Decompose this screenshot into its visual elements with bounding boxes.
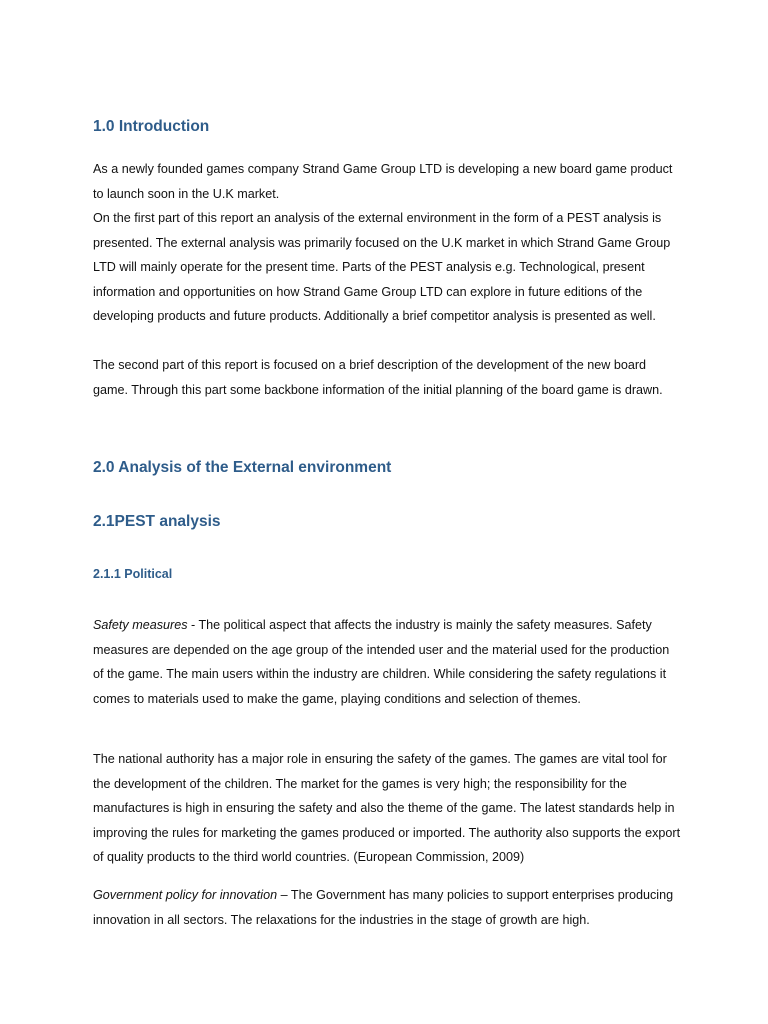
- national-authority-paragraph: The national authority has a major role in ensuring the safety of the games. The games are vital tool for the development of the children. The market for the games is very high; the responsibility for the manufactures is high in ensuring the safety and also the theme of the game. The latest standards help in improving the rules for marketing the games produced or imported. The authority also supports the export of quality products to the third world countries. (European Commission, 2009): [93, 752, 681, 864]
- safety-measures-text: - The political aspect that affects the industry is mainly the safety measures. Safety measures are depended on the age group of the intended user and the material used for the production of the game. The main users within the industry are children. While considering the safety regulations it comes to materials used to make the game, playing conditions and selection of themes.: [93, 618, 670, 706]
- safety-measures-paragraph: [93, 613, 683, 711]
- intro-paragraph-1: As a newly founded games company Strand Game Group LTD is developing a new board game product to launch soon in the U.K market.: [93, 162, 673, 201]
- government-policy-paragraph: [93, 883, 683, 932]
- government-policy-term: Government policy for innovation: [93, 888, 278, 902]
- government-policy-text: – The Government has many policies to support enterprises producing innovation in all sectors. The relaxations for the industries in the stage of growth are high.: [93, 888, 674, 927]
- safety-measures-term: Safety measures: [93, 618, 188, 632]
- political-heading: 2.1.1 Political: [93, 567, 173, 581]
- introduction-heading: 1.0 Introduction: [93, 118, 210, 135]
- external-environment-heading: 2.0 Analysis of the External environment: [93, 459, 392, 476]
- pest-analysis-heading: 2.1PEST analysis: [93, 513, 221, 530]
- intro-paragraph-3: The second part of this report is focused on a brief description of the development of the new board game. Through this part some backbone information of the initial planning of the board game is drawn.: [93, 358, 663, 397]
- intro-paragraph-2: On the first part of this report an analysis of the external environment in the form of a PEST analysis is presented. The external analysis was primarily focused on the U.K market in which Strand Game Group LTD will mainly operate for the present time. Parts of the PEST analysis e.g. Technological, present information and opportunities on how Strand Game Group LTD can explore in future editions of the developing products and future products. Additionally a brief competitor analysis is presented as well.: [93, 211, 671, 323]
